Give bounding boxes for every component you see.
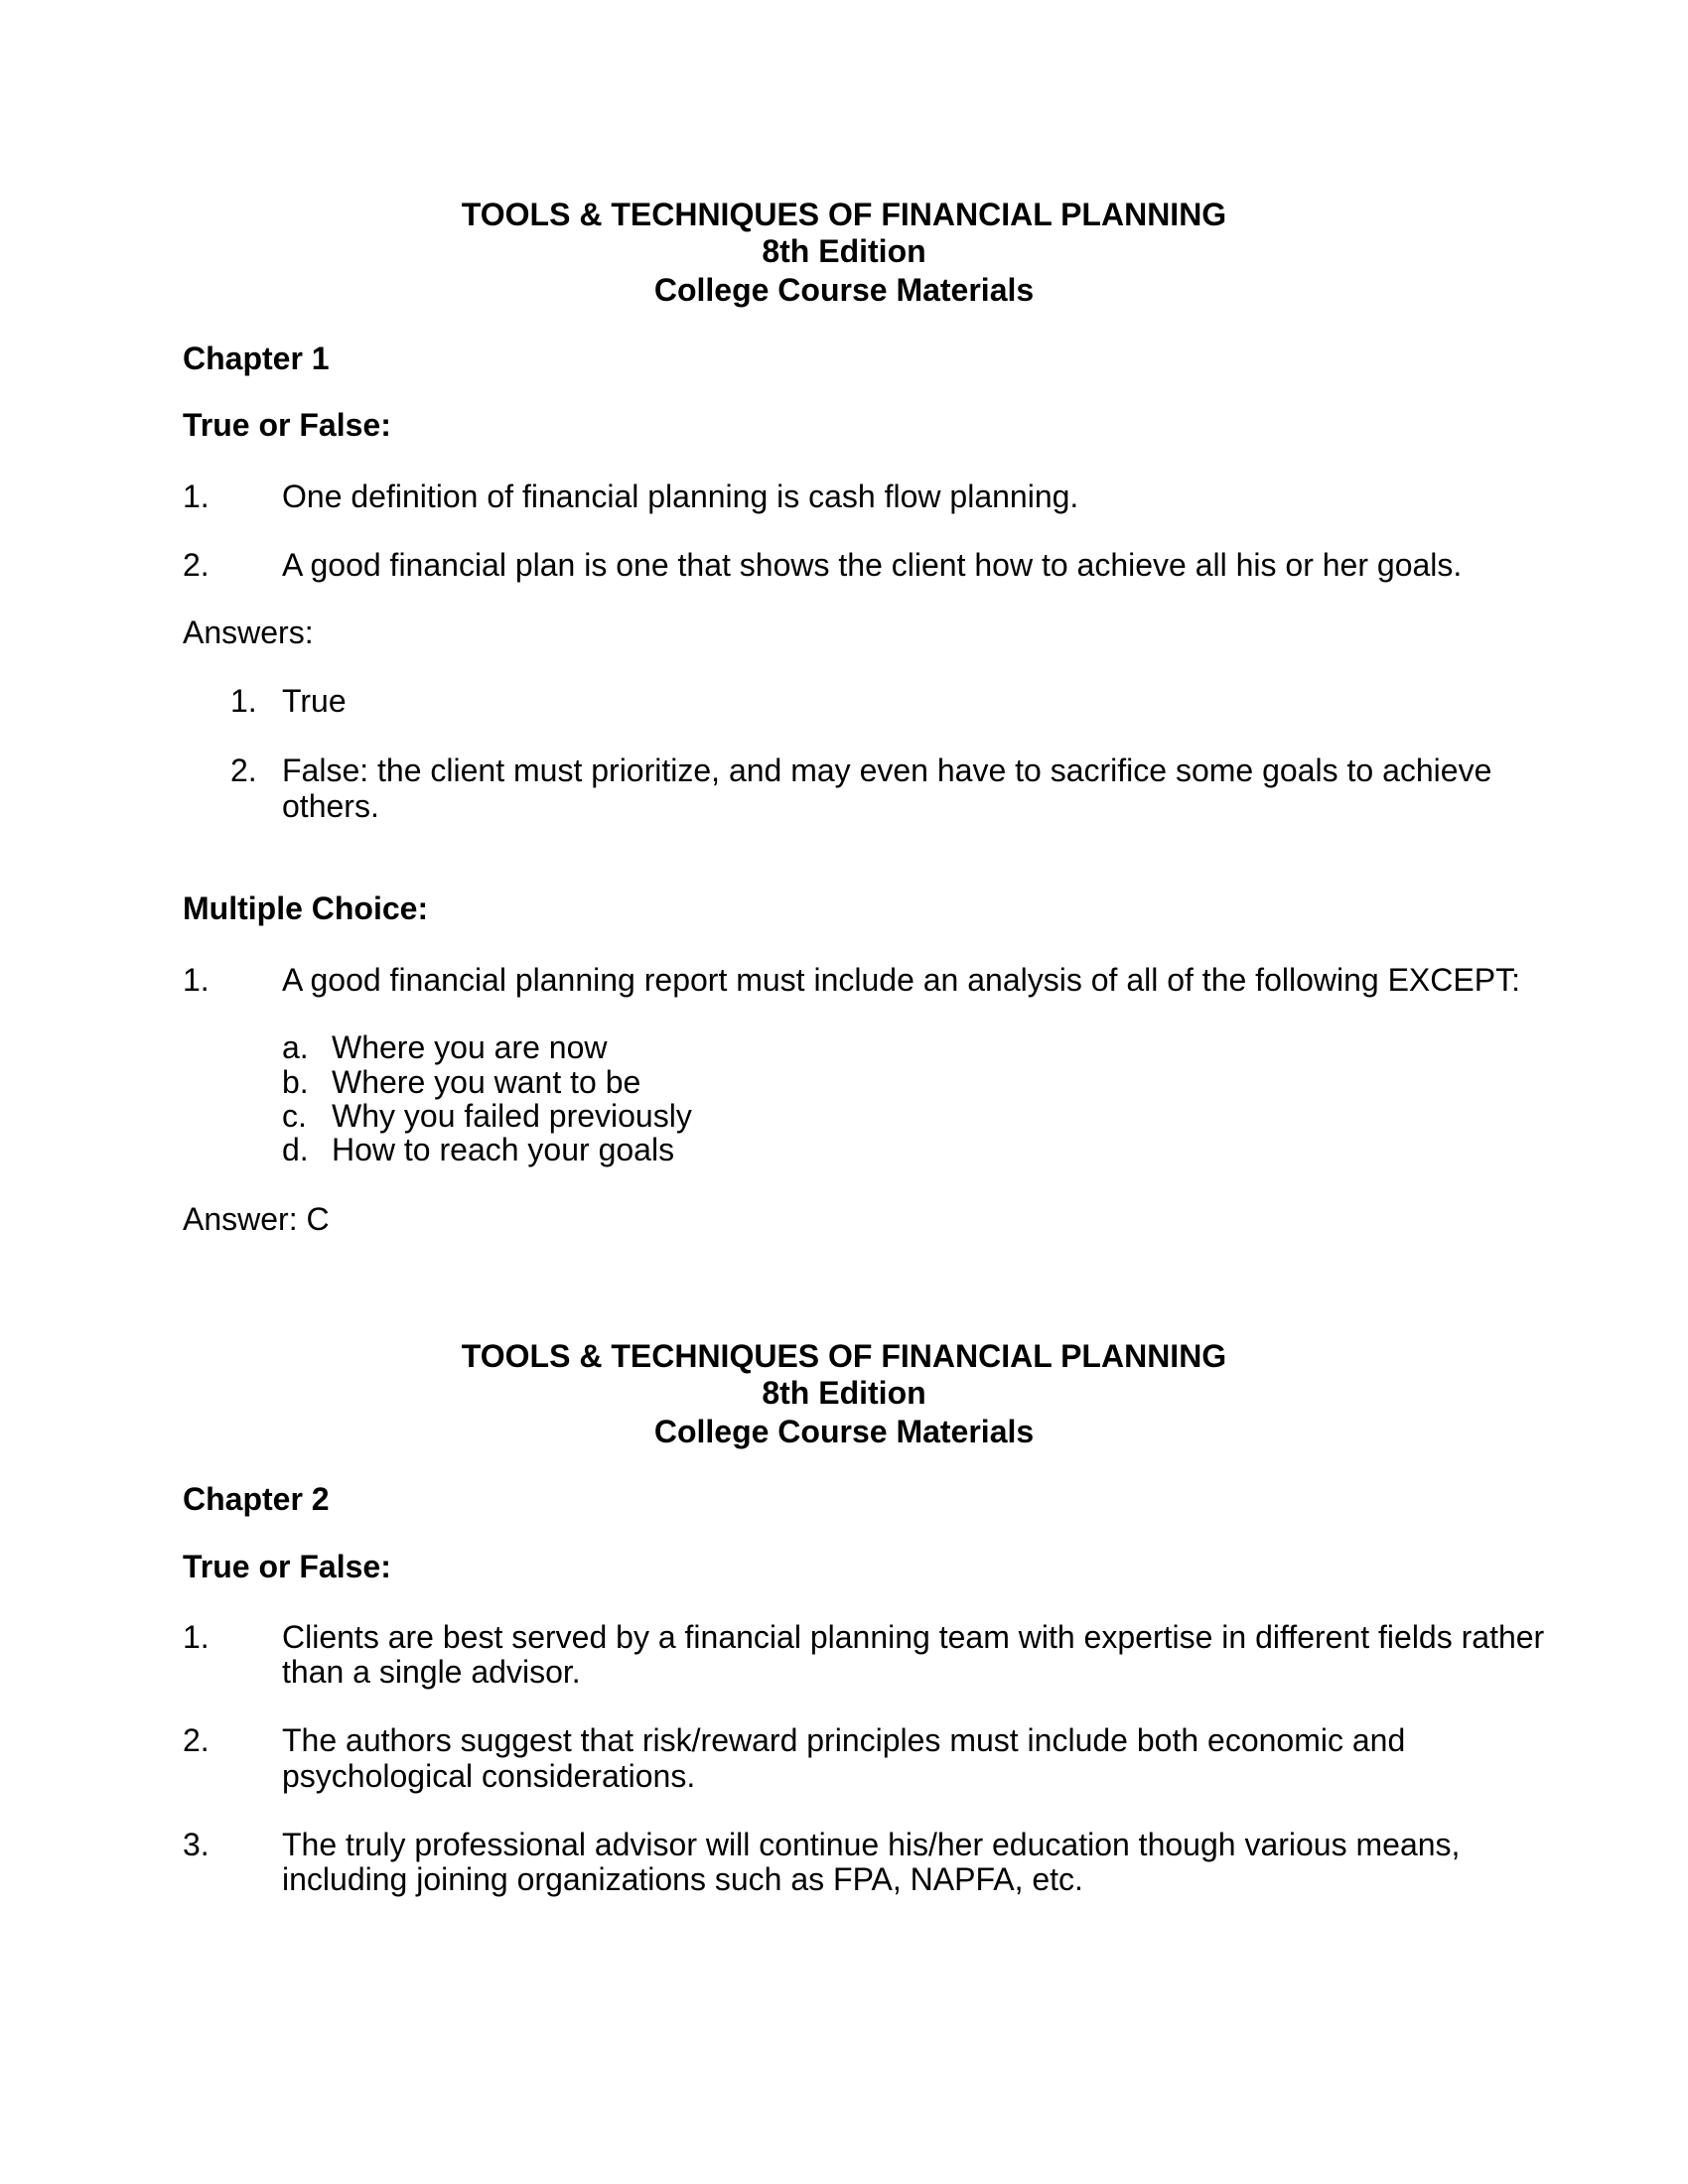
course-materials-label: College Course Materials bbox=[653, 272, 1035, 308]
option-letter: c. bbox=[282, 1098, 307, 1134]
item-number: 3. bbox=[183, 1827, 210, 1862]
answer-number: 1. bbox=[230, 683, 257, 719]
answer-text: False: the client must prioritize, and may even have to sacrifice some goals to achieve bbox=[282, 752, 1492, 788]
question-text-continued: including joining organizations such as FPA, NAPFA, etc. bbox=[282, 1861, 1083, 1897]
multiple-choice-heading: Multiple Choice: bbox=[183, 890, 429, 926]
question-text: A good financial plan is one that shows the client how to achieve all his or her goals. bbox=[282, 547, 1463, 583]
answer-number: 2. bbox=[230, 752, 257, 788]
question-text-continued: than a single advisor. bbox=[282, 1654, 581, 1690]
option-letter: b. bbox=[282, 1064, 309, 1100]
option-text: Why you failed previously bbox=[332, 1098, 692, 1134]
option-text: Where you are now bbox=[332, 1029, 608, 1065]
item-number: 1. bbox=[183, 1619, 210, 1655]
option-letter: d. bbox=[282, 1132, 309, 1167]
question-text: One definition of financial planning is cash flow planning. bbox=[282, 478, 1079, 514]
edition-label: 8th Edition bbox=[762, 1375, 926, 1411]
chapter-heading: Chapter 2 bbox=[183, 1481, 330, 1517]
question-text: The authors suggest that risk/reward principles must include both economic and bbox=[282, 1722, 1406, 1758]
option-text: How to reach your goals bbox=[332, 1132, 675, 1167]
option-letter: a. bbox=[282, 1029, 309, 1065]
true-false-heading: True or False: bbox=[183, 407, 391, 443]
item-number: 2. bbox=[183, 1722, 210, 1758]
true-false-heading: True or False: bbox=[183, 1549, 391, 1584]
question-text: Clients are best served by a financial planning team with expertise in different fields rather bbox=[282, 1619, 1545, 1655]
question-text-continued: psychological considerations. bbox=[282, 1758, 696, 1794]
question-text: The truly professional advisor will continue his/her education though various means, bbox=[282, 1827, 1461, 1862]
course-materials-label: College Course Materials bbox=[653, 1414, 1035, 1449]
answer-text: True bbox=[282, 683, 347, 719]
edition-label: 8th Edition bbox=[762, 233, 926, 269]
mc-answer: Answer: C bbox=[183, 1201, 330, 1237]
document-title: TOOLS & TECHNIQUES OF FINANCIAL PLANNING bbox=[461, 1338, 1227, 1374]
answer-text-continued: others. bbox=[282, 788, 379, 824]
document-title: TOOLS & TECHNIQUES OF FINANCIAL PLANNING bbox=[461, 197, 1227, 232]
item-number: 2. bbox=[183, 547, 210, 583]
option-text: Where you want to be bbox=[332, 1064, 641, 1100]
question-text: A good financial planning report must include an analysis of all of the following EXCEPT: bbox=[282, 962, 1520, 998]
item-number: 1. bbox=[183, 478, 210, 514]
answers-label: Answers: bbox=[183, 614, 314, 650]
item-number: 1. bbox=[183, 962, 210, 998]
chapter-heading: Chapter 1 bbox=[183, 341, 330, 376]
